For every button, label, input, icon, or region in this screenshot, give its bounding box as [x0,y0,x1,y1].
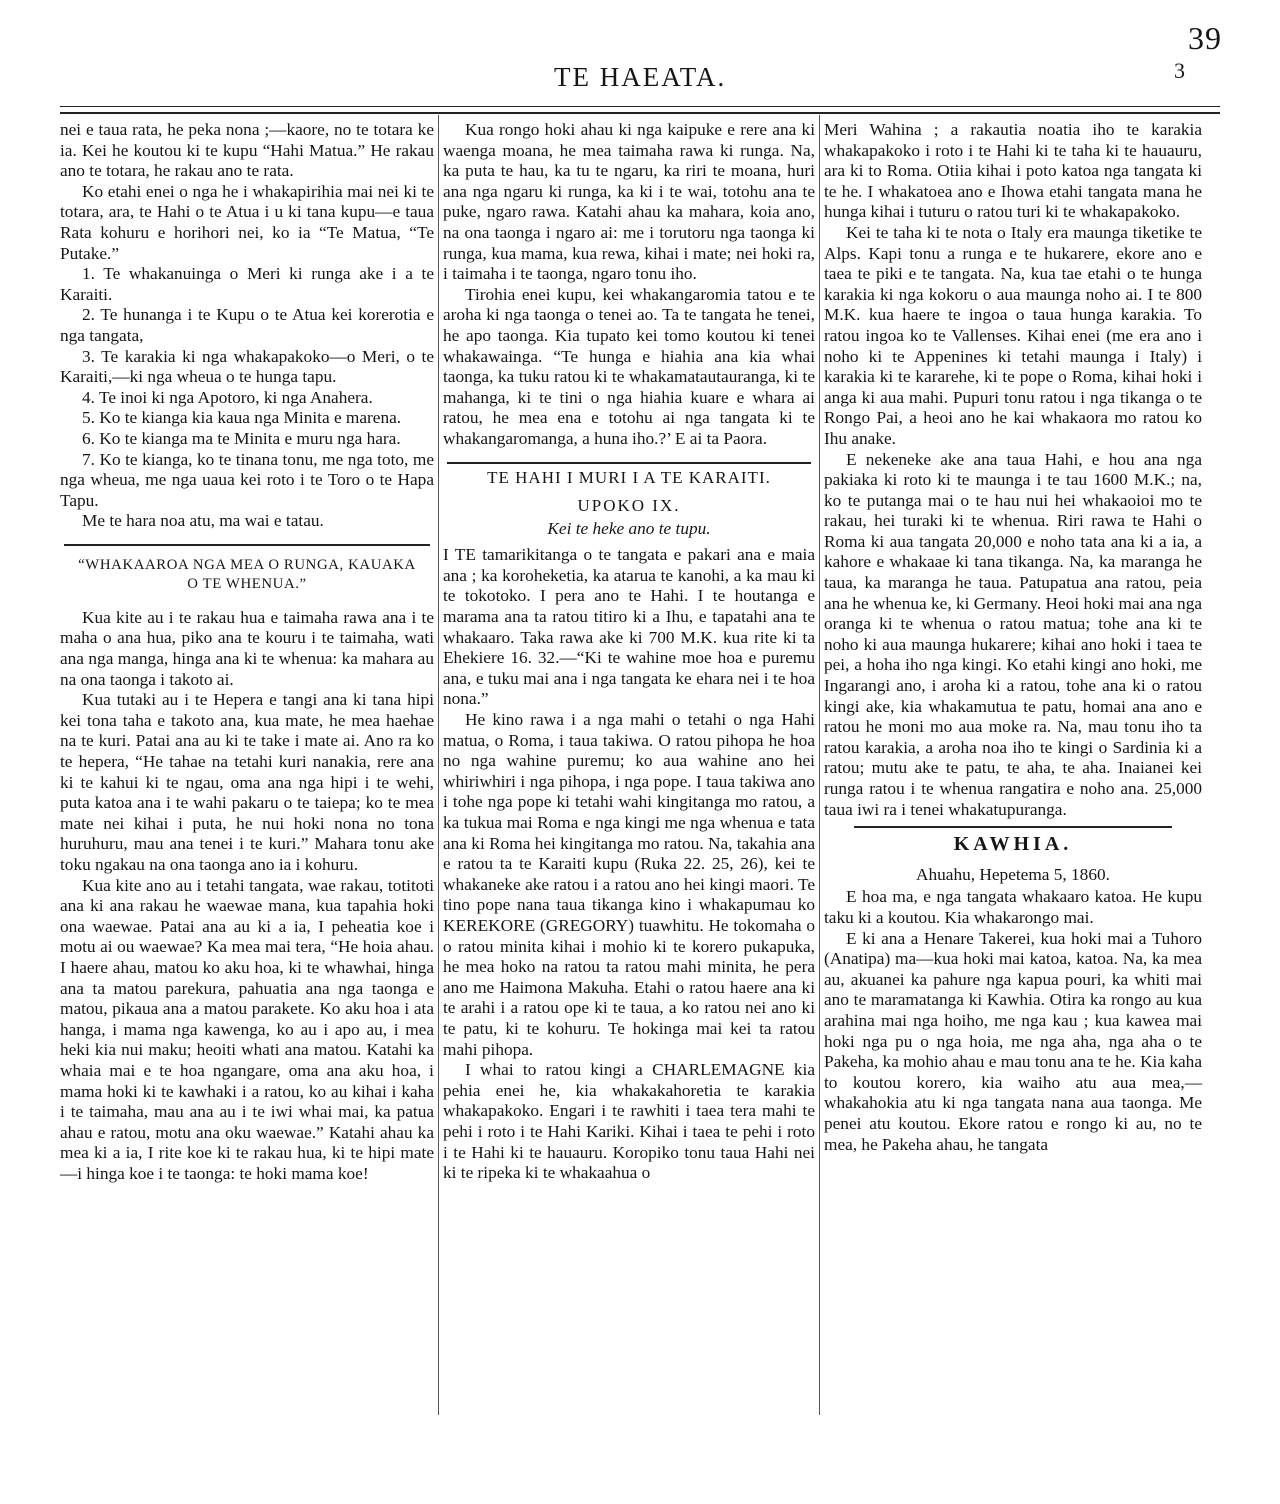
column-1 [60,120,434,1185]
paragraph: Me te hara noa atu, ma wai e tatau. [82,511,324,531]
sheet-number: 3 [1174,58,1185,83]
paragraph: Kua kite au i te rakau hua e taimaha rawa ana i te maha o ana hua, piko ana te kouru i te taimaha, wati ana nga manga, hinga ana ki te whenua: ka mahara au na ona taonga i takoto ai. [60,607,434,689]
list-item: 5. Ko te kianga kia kaua nga Minita e marena. [82,408,402,428]
section-rule [854,826,1172,828]
list-item: 4. Te inoi ki nga Apotoro, ki nga Anahera. [82,387,373,407]
article-title-line: “WHAKAAROA NGA MEA O RUNGA, KAUAKA [78,556,416,573]
paragraph: Kua kite ano au i tetahi tangata, wae rakau, totitoti ana ki ana rakau he waewae mana, kua tapahia hoki ona waewae. Patai ana au ki a ia, I peheatia koe i motu ai ou waewae? Ka mea mai tera, “He hoia ahau. I haere ahau, matou ko aku hoa, ki te whawhai, hinga ana ta matou parekura, pahuatia ana nga taonga e matou, pikaua ana a matou parakete. Ko aku hoa i ata hanga, i mama nga kawenga, ko au i apo au, i mea heki kia nui maku; heoiti whati ana matou. Katahi ka whaia mai e te hoa ngangare, oma ana aku hoa, i mama hoki ki te kawhaki i a ratou, ko au kihai i kaha i te taimaha, mau ana au i te iwi whai mai, ka patua ahau e ratou, motu ana oku waewae.” Katahi ahau ka mea ki a ia, I rite koe ki te rakau hua, ki te hipi mate—i hinga koe i te taonga: te hoki mama koe! [60,875,434,1183]
header-rule [60,106,1220,114]
paragraph: Kua rongo hoki ahau ki nga kaipuke e rere ana ki waenga moana, he mea taimaha rawa ki runga. Na, ka puta te hau, ka tu te ngaru, ka riri te moana, huri ana nga ngaru ki runga, ka ki i te wai, totohu ana te puke, ngaro rawa. Katahi ahau ka mahara, koia ano, na ona taonga i ngaro ai: me i torutoru nga taonga ki runga, kua mama, kua rewa, kihai i mate; nei hoki ra, i taimaha i te taonga, ngaro tonu iho. [443,120,815,284]
dateline: Ahuahu, Hepetema 5, 1860. [916,864,1110,884]
chapter-heading: UPOKO IX. [577,496,681,516]
column-divider [819,115,820,1415]
paragraph: nei e taua rata, he peka nona ;—kaore, no te totara ke ia. Kei he koutou ki te kupu “Hahi Matua.” He rakau ano te totara, he rakau ano te rata. [60,120,434,181]
paragraph: E nekeneke ake ana taua Hahi, e hou ana nga pakiaka ki roto ki te maunga i te tau 1600 M.K.; na, ko te putanga mai o te hau nui hei whakaoioi mo te rakau, hei turaki ki te whenua. Riri rawa te Hahi o Roma ki aua tangata 20,000 e noho tata ana ki a ia, a kahore e whakaae ki tana tikanga. Na, ka maranga he taua, ka maranga he taua. Patupatua ana ratou, peia ana he whenua ke, ki Germany. Heoi hoki mai ana nga oranga ki te whenua o ratou matua; tohe ana ki te noho ki aua maunga hukarere; kihai ano hoki i taea te pei, a hoha iho nga kingi. Ko etahi kingi ano hoki, me Ingarangi ano, i aroha ki a ratou, tohe ana ki o ratou kingi ake, kia whakamutua te patu, homai ana ano e ratou he moni mo aua moke ra. Na, mau tonu iho ta ratou karakia, a aroha noa iho te kingi o Sardinia ki a ratou; mutu ake te patu, te aha, te aha. Inaianei kei runga ratou i te whenua rangatira e noho ana. 25,000 taua iwi ra i tenei whakatupuranga. [824,449,1202,819]
article-title-line: O TE WHENUA.” [187,575,307,592]
paragraph: Ko etahi enei o nga he i whakapirihia mai nei ki te totara, ara, te Hahi o te Atua i u ki tana kupu—e taua Rata kohuru e horihori nei, ko ia “Te Matua, “Te Putake.” [60,181,434,263]
paragraph: I whai to ratou kingi a CHARLEMAGNE kia pehia enei he, kia whakakahoretia te karakia whakapakoko. Engari i te rawhiti i taea tera mahi te pehi i roto i te Hahi Kariki. Kihai i taea te pehi i roto i te Hahi ki te hauauru. Koropiko tonu taua Hahi nei ki te ripeka ki te whakaahua o [443,1060,815,1183]
column-divider [438,115,439,1415]
column-3 [824,120,1202,1155]
section-title: KAWHIA. [953,833,1073,856]
article-title [60,556,434,594]
paragraph: Kei te taha ki te nota o Italy era maunga tiketike te Alps. Kapi tonu a runga e te hukarere, ekore ano e taea te piki e te tangata. Na, kua tae etahi o te hunga karakia ki nga kokoru o aua maunga noho ai. I te 800 M.K. kua haere te ingoa o taua hunga karakia. To ratou ingoa ko te Vallenses. Kihai enei (me era ano i noho ki te Appenines ki tetahi maunga i Italy) i karakia ki te kararehe, ki te pope o Roma, kihai hoki i anga ki aua mahi. Pupuri tonu ratou i nga tikanga o te Rongo Pai, a heoi ano he kai whakaora mo ratou ko Ihu anake. [824,222,1202,448]
paragraph: Kua tutaki au i te Hepera e tangi ana ki tana hipi kei tona taha e takoto ana, kua mate, he mea haehae na te kuri. Patai ana au ki te take i mate ai. Ano ra ko te hepera, “He tahae na tetahi kuri nanakia, rere ana ki te kahui ki te ngau, oma ana nga hipi i te wehi, puta katoa ana i te wahi pakaru o te taiepa; ko te mea mate nei kihai i puta, he nui hoki nona no tona huruhuru, mau ana tenei i te kuri.” Mahara tonu ake toku ngakau na ona taonga ano ia i kohuru. [60,690,434,874]
masthead-title: TE HAEATA. [554,62,727,92]
paragraph: Meri Wahina ; a rakautia noatia iho te karakia whakapakoko i roto i te Hahi ki te taha ki te hauauru, ara ki to Roma. Otiia kihai i poto katoa nga tangata ki te he. I whakatoea ano e Ihowa etahi tangata mana he hunga kihai i tuturu o ratou turi ki te whakapakoko. [824,120,1202,222]
paragraph: E ki ana a Henare Takerei, kua hoki mai a Tuhoro (Anatipa) ma—kua hoki mai katoa, katoa. Na, ka mea au, akuanei ka pahure nga kapua pouri, ka whiti mai ano te maramatanga ki Kawhia. Otira ka rongo au kua arahina mai nga hoiho, me nga kau ; kua kawea mai hoki nga pu o nga hoia, me nga aha, nga aha o te Pakeha, ka mohio ahau e mau tonu ana te he. Kia kaha to koutou korero, kia waiho atu aua mea,—whakahokia atu ki nga tangata nana aua taonga. Me penei atu koutou. Ekore ratou e rongo ki au, no te mea, he Pakeha ahau, he tangata [824,928,1202,1154]
list-item: 7. Ko te kianga, ko te tinana tonu, me nga toto, me nga wheua, me nga uaua kei roto i te Toro o te Hapa Tapu. [60,449,434,510]
paragraph: Tirohia enei kupu, kei whakangaromia tatou e te aroha ki nga taonga o tenei ao. Ta te tangata he tenei, he apo taonga. Kia tupato kei tomo koutou ki tenei whakawainga. “Te hunga e hiahia ana kia whai taonga, ka tuku ratou ki te whakamatautauranga, ki te mahanga, ki te tini o nga hiahia kuare e whara ai ratou, he mea ena e totohu ai nga tangata ki te whakangaromanga, a huna iho.?’ E ai ta Paora. [443,284,815,448]
chapter-subtitle: Kei te heke ano te tupu. [547,518,711,538]
section-rule [447,462,811,464]
list-item: 1. Te whakanuinga o Meri ki runga ake i a te Karaiti. [60,264,434,304]
section-rule [64,544,430,546]
list-item: 3. Te karakia ki nga whakapakoko—o Meri, o te Karaiti,—ki nga wheua o te hunga tapu. [60,346,434,387]
paragraph: I TE tamarikitanga o te tangata e pakari ana e maia ana ; ka koroheketia, ka atarua te kanohi, a ka mau ki te tokotoko. I pera ano te Hahi. I te houtanga e marama ana ta ratou titiro ki a Ihu, e tapatahi ana te whakaaro. Taka rawa ake ki 700 M.K. kua rite ki ta Ehekiere 16. 32.—“Ki te wahine moe hoa e puremu ana, e tuku mai ana i nga tangata ke ehara nei i te hoa nona.” [443,545,815,709]
section-title: TE HAHI I MURI I A TE KARAITI. [487,467,771,487]
paragraph: E hoa ma, e nga tangata whakaaro katoa. He kupu taku ki a koutou. Kia whakarongo mai. [824,887,1202,927]
page-number: 39 [1188,20,1222,56]
column-2 [443,120,815,1184]
paragraph: He kino rawa i a nga mahi o tetahi o nga Hahi matua, o Roma, i taua takiwa. O ratou pihopa he hoa no nga wahine puremu; ko aua wahine ano hei whiriwhiri i nga pihopa, i nga pope. I taua takiwa ano i tohe nga pope ki tetahi wahi kingitanga mo ratou, a ka tukua mai Roma e nga kingi me nga whenua e tata ana ki Roma hei kingitanga mo ratou. Na, takahia ana e ratou ta te Karaiti kupu (Ruka 22. 25, 26), kei te whakaneke ake ratou i a ratou ano hei kingi maori. Te tino pope nana taua tikanga kino i whakapumau ko KEREKORE (GREGORY) tuawhitu. He tokomaha o o ratou minita kihai i mohio ki te korero pukapuka, he mea hoko na ratou ta ratou mahi minita, he pera ano me Haimona Makuha. Etahi o ratou haere ana ki te arahi i a ratou ope ki te taua, a ko ratou nei ano ki te patu, ki te kohuru. Te hokinga mai kei ta ratou mahi pihopa. [443,710,815,1059]
list-item: 2. Te hunanga i te Kupu o te Atua kei korerotia e nga tangata, [60,305,434,345]
list-item: 6. Ko te kianga ma te Minita e muru nga hara. [82,428,401,448]
